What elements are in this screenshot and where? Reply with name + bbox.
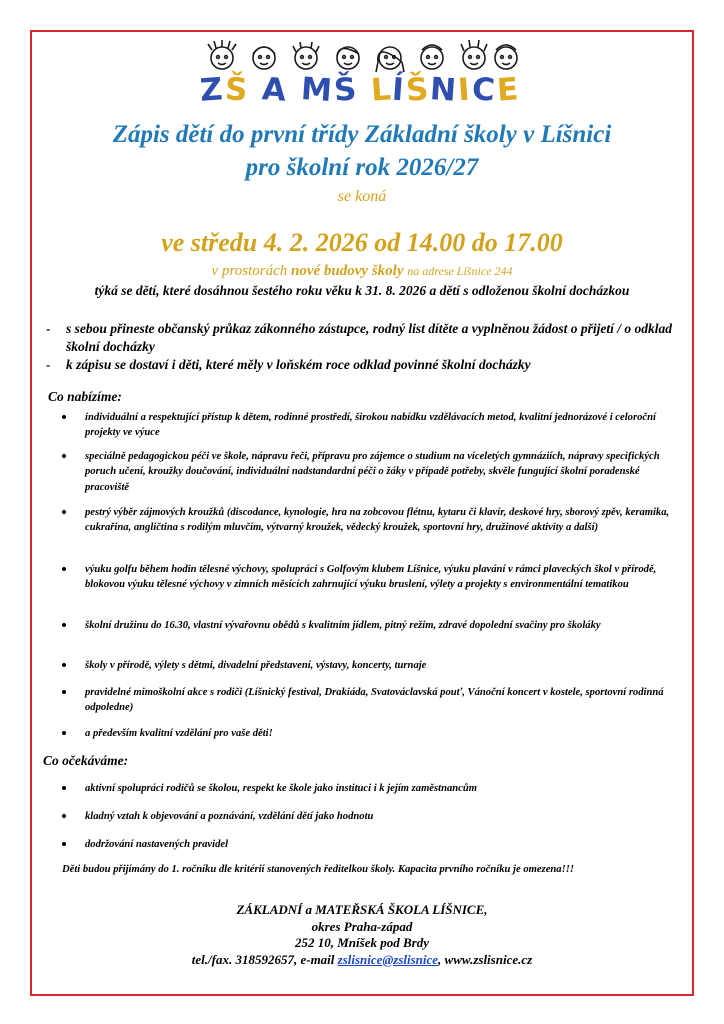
list-item: výuku golfu během hodin tělesné výchovy, spolupráci s Golfovým klubem Líšnice, výuku plavání v rámci plaveckých škol v přírodě, blokovou výuku tělesné výchovy v zimních měsících zahrnující výuku bruslení, výlety a projekty s environmentální tematikou: [62, 562, 682, 593]
logo-letter: Z: [199, 71, 226, 109]
title-line-1: Zápis dětí do první třídy Základní školy v Líšnici: [112, 121, 612, 148]
logo-letter: Í: [391, 71, 408, 109]
logo-letter: I: [456, 71, 474, 109]
list-item: pestrý výběr zájmových kroužků (discodance, kynologie, hra na zobcovou flétnu, kytaru či klavír, deskové hry, sborový zpěv, keramika, cukrařina, angličtina s rodilým mluvčím, výtvarný kroužek, vědecký kroužek, sportovní hry, družinové aktivity a další): [62, 505, 682, 536]
eligibility-text: týká se dětí, které dosáhnou šestého roku věku k 31. 8. 2026 a dětí s odloženou školní docházkou: [94, 283, 630, 298]
logo-letter: M: [299, 70, 335, 110]
list-item: individuální a respektující přístup k dětem, rodinné prostředí, širokou nabídku vzdělávacích metod, kvalitní jednorázové i celoroční projekty ve výuce: [62, 410, 682, 441]
school-logo: [200, 36, 520, 108]
list-item: kladný vztah k objevování a poznávání, vzdělání dětí jako hodnotu: [62, 809, 682, 824]
phone-text: tel./fax. 318592657, e-mail: [191, 951, 335, 967]
logo-letter: C: [470, 71, 498, 109]
venue-building: nové budovy školy: [291, 263, 404, 279]
children-faces-icon: [200, 36, 520, 76]
requirement-item: - s sebou přineste občanský průkaz zákonného zástupce, rodný list dítěte a vyplněnou žádost o přijetí / o odklad školní docházky: [46, 321, 673, 354]
event-venue: [34, 263, 690, 280]
school-contact: [34, 902, 690, 968]
list-item: školy v přírodě, výlety s dětmi, divadelní představení, výstavy, koncerty, turnaje: [62, 658, 682, 673]
expect-heading: Co očekáváme:: [43, 753, 129, 768]
logo-wordmark: [200, 72, 520, 108]
subtitle-se-kona: se koná: [337, 188, 387, 205]
logo-letter: N: [429, 71, 460, 109]
contact-line: [34, 952, 690, 969]
requirements-list: [46, 320, 686, 374]
page-title: [34, 118, 690, 184]
list-item: pravidelné mimoškolní akce s rodiči (Líšnický festival, Drakiáda, Svatováclavská pouť, Vánoční koncert v kostele, sportovní rodinná odpoledne): [62, 685, 682, 716]
capacity-note: Děti budou přijímány do 1. ročníku dle kritérií stanovených ředitelkou školy. Kapacita prvního ročníku je omezena!!!: [62, 864, 574, 875]
contact-separator: ,: [438, 951, 442, 967]
requirement-item: - k zápisu se dostaví i děti, které měly v loňském roce odklad povinné školní docházky: [46, 357, 531, 372]
list-item: školní družinu do 16.30, vlastní vývařovnu obědů s kvalitním jídlem, pitný režim, zdravé dopolední svačiny pro školáky: [62, 618, 682, 633]
email-link[interactable]: zslisnice@zslisnice: [337, 951, 439, 967]
event-date: ve středu 4. 2. 2026 od 14.00 do 17.00: [161, 228, 563, 257]
venue-address: na adrese Líšnice 244: [407, 264, 513, 278]
school-address: 252 10, Mníšek pod Brdy: [295, 935, 429, 950]
title-line-2: pro školní rok 2026/27: [245, 154, 479, 181]
logo-letter: Š: [223, 71, 251, 109]
logo-letter: Š: [404, 71, 432, 109]
school-district: okres Praha-západ: [311, 918, 413, 934]
list-item: aktivní spolupráci rodičů se školou, respekt ke škole jako instituci i k jejím zaměstnancům: [62, 781, 682, 796]
logo-letter: A: [260, 71, 290, 109]
school-name: ZÁKLADNÍ a MATEŘSKÁ ŠKOLA LÍŠNICE,: [236, 902, 488, 917]
logo-letter: E: [495, 71, 521, 109]
list-item: speciálně pedagogickou péči ve škole, nápravu řeči, přípravu pro zájemce o studium na víceletých gymnáziích, nápravy specifických poruch učení, kroužky doučování, individuální nadstandardní péči o žáky v případě potřeby, skvěle fungující školní poradenské pracoviště: [62, 449, 682, 495]
offer-heading: Co nabízíme:: [48, 389, 122, 404]
list-item: dodržování nastavených pravidel: [62, 837, 682, 852]
logo-letter: Š: [332, 71, 360, 109]
list-item: a především kvalitní vzdělání pro vaše děti!: [62, 726, 682, 741]
venue-prefix: v prostorách: [211, 263, 288, 279]
website-text: www.zslisnice.cz: [444, 951, 533, 967]
logo-letter: L: [369, 71, 394, 109]
